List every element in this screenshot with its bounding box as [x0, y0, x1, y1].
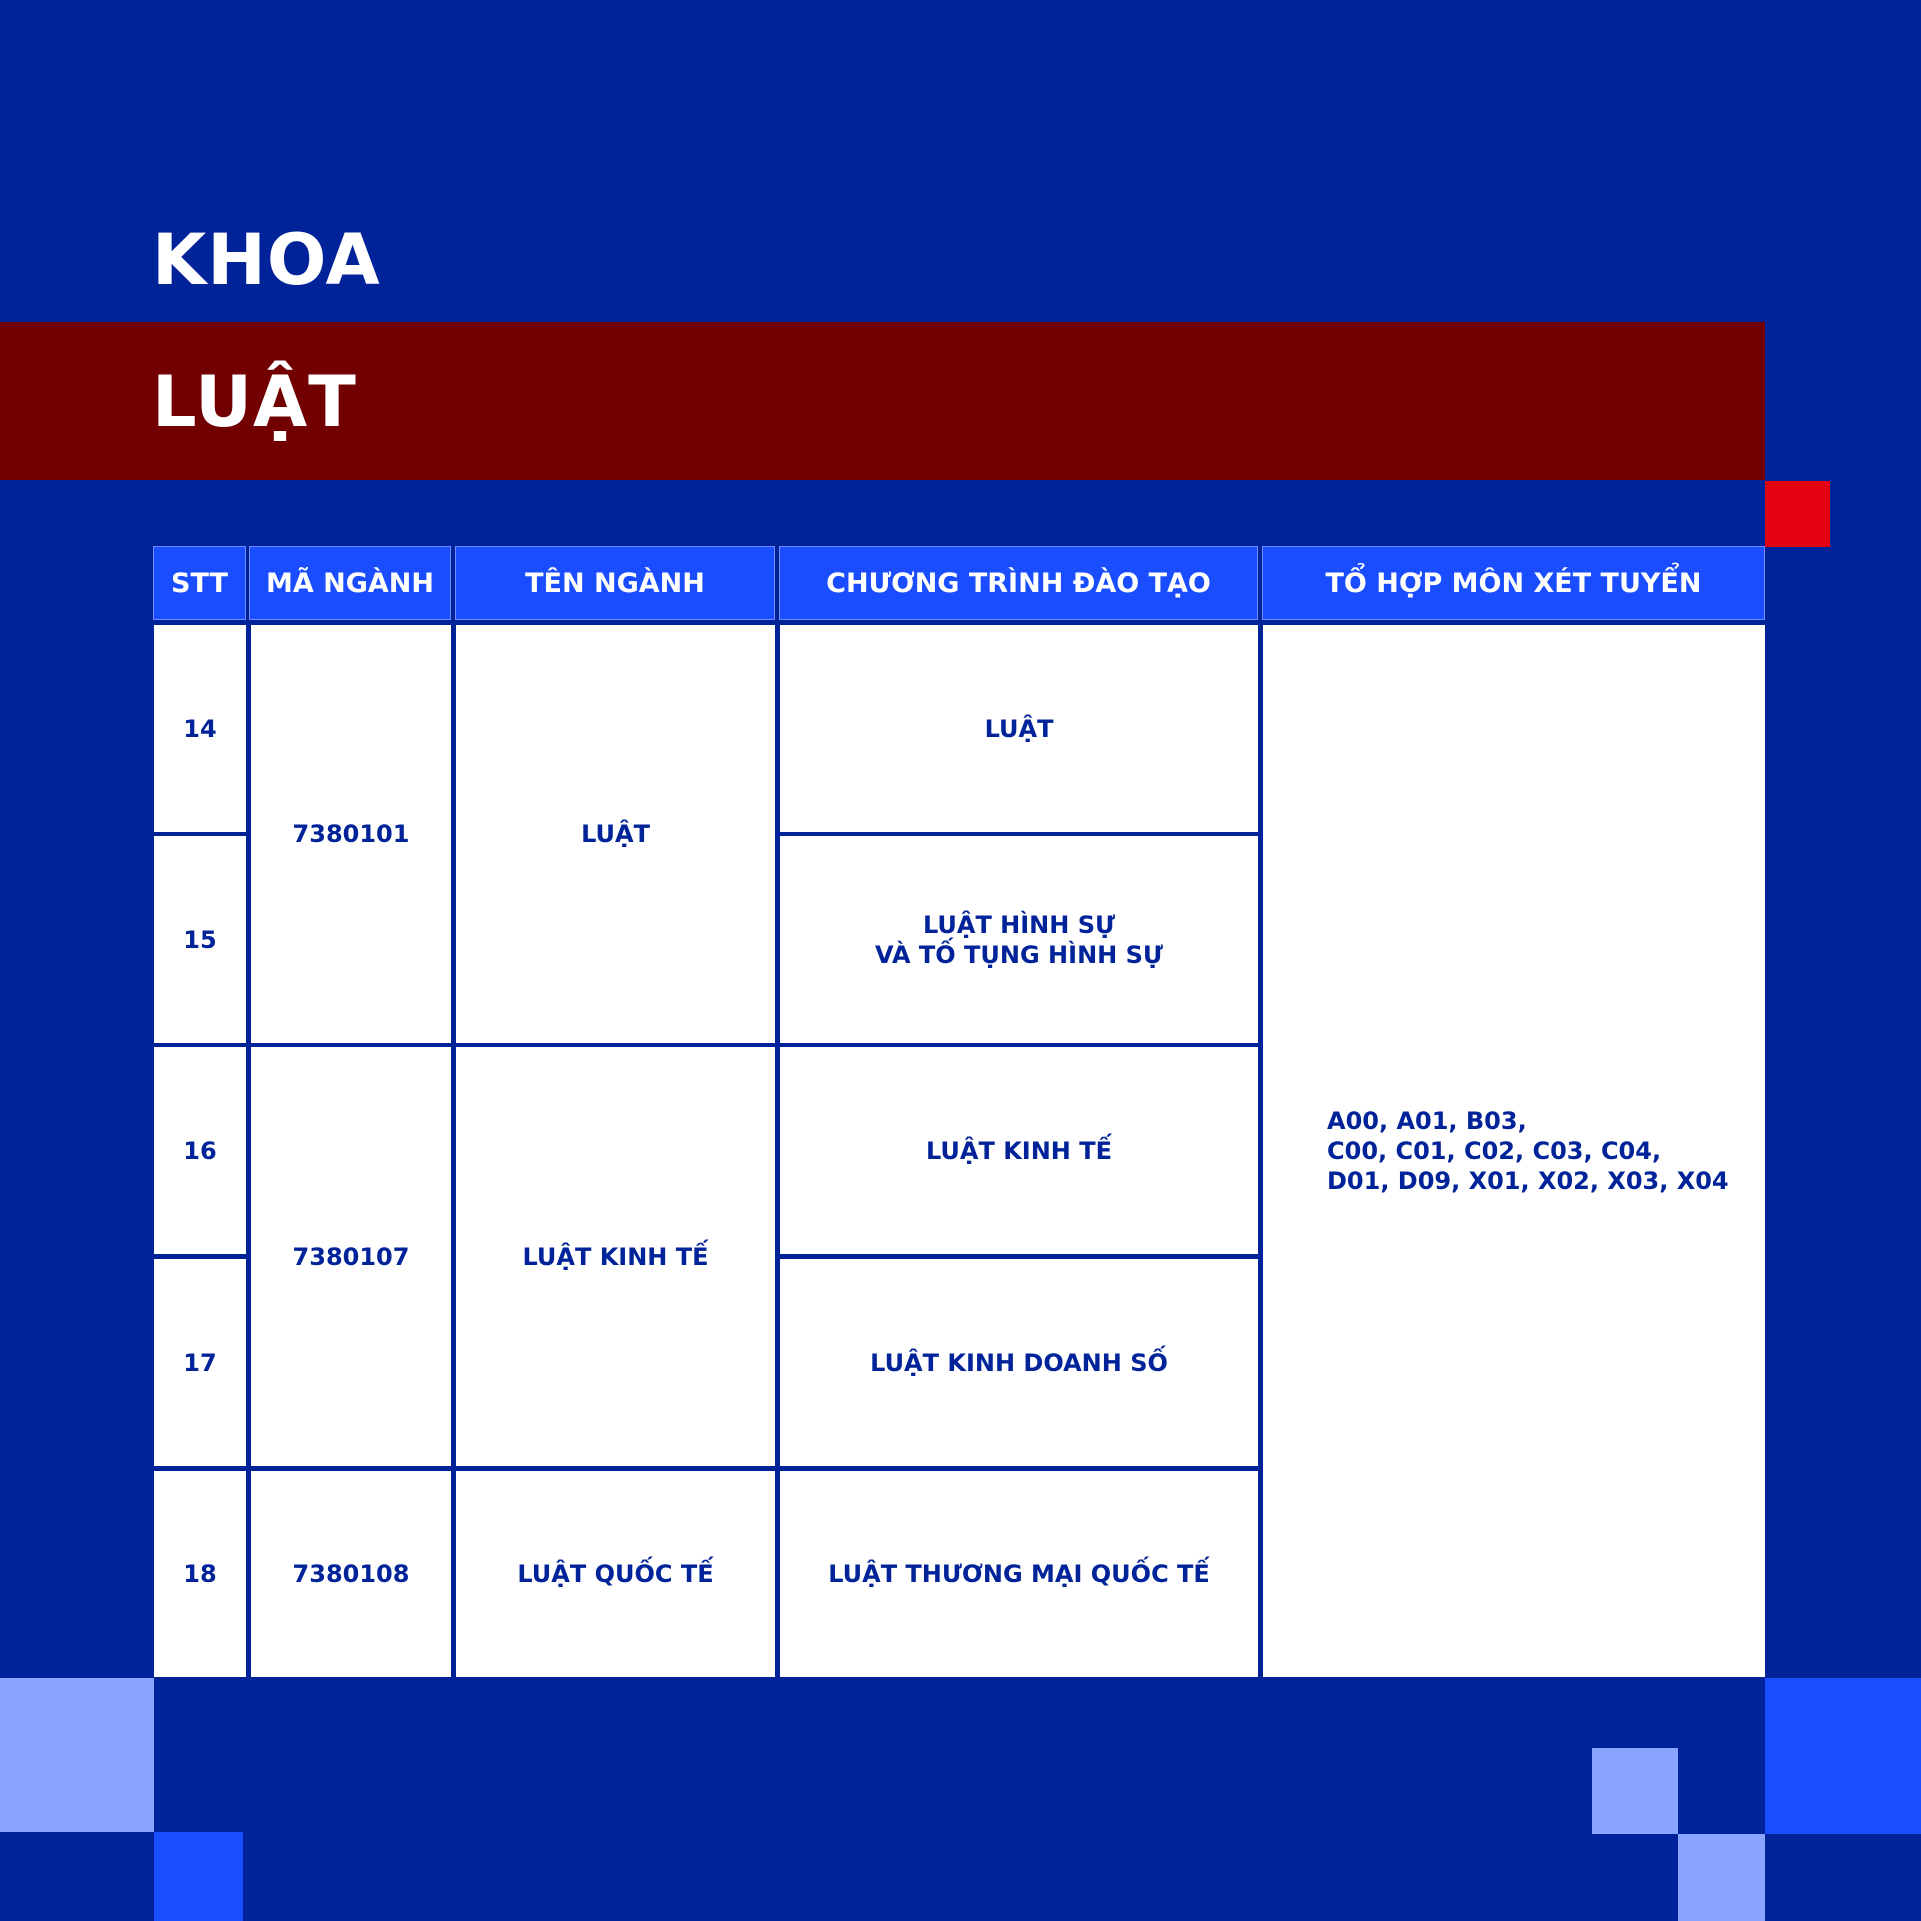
accent-square-light-right-2 [1678, 1834, 1765, 1921]
chuong-trinh-text: LUẬT KINH TẾ [925, 1136, 1113, 1165]
to-hop-text: A00, A01, B03, C00, C01, C02, C03, C04, D01, D09, X01, X02, X03, X04 [1327, 1107, 1729, 1195]
table-cell-chuong-trinh [780, 836, 1258, 1043]
chuong-trinh-text: LUẬT KINH DOANH SỐ [870, 1348, 1168, 1377]
table-cell-stt: 16 [154, 1047, 246, 1254]
table-cell-ten-nganh: LUẬT QUỐC TẾ [456, 1471, 775, 1677]
table-cell-ten-nganh: LUẬT KINH TẾ [456, 1047, 775, 1466]
heading-luat: LUẬT [152, 361, 357, 443]
table-cell-to-hop [1263, 625, 1765, 1677]
header-ma-nganh: MÃ NGÀNH [250, 547, 450, 619]
table-cell-chuong-trinh [780, 1047, 1258, 1254]
header-ten-nganh: TÊN NGÀNH [456, 547, 774, 619]
accent-square-light-left [0, 1678, 154, 1832]
header-stt: STT [154, 547, 245, 619]
chuong-trinh-text: LUẬT THƯƠNG MẠI QUỐC TẾ [828, 1560, 1210, 1588]
accent-square-red [1765, 481, 1830, 547]
heading-khoa: KHOA [152, 219, 381, 301]
table-cell-ma-nganh: 7380101 [251, 625, 451, 1043]
table-cell-stt: 18 [154, 1471, 246, 1677]
accent-square-bright-left [154, 1832, 243, 1921]
table-cell-ma-nganh: 7380107 [251, 1047, 451, 1466]
table-cell-stt: 15 [154, 836, 246, 1043]
table-cell-chuong-trinh [780, 1471, 1258, 1677]
chuong-trinh-text: LUẬT [984, 714, 1054, 743]
table-cell-ma-nganh: 7380108 [251, 1471, 451, 1677]
header-chuong-trinh: CHƯƠNG TRÌNH ĐÀO TẠO [780, 547, 1257, 619]
accent-square-bright-right [1765, 1678, 1921, 1834]
table-cell-ten-nganh: LUẬT [456, 625, 775, 1043]
table-cell-chuong-trinh [780, 1259, 1258, 1466]
table-cell-chuong-trinh [780, 625, 1258, 832]
chuong-trinh-text: LUẬT HÌNH SỰ VÀ TỐ TỤNG HÌNH SỰ [875, 910, 1163, 969]
header-to-hop: TỔ HỢP MÔN XÉT TUYỂN [1263, 547, 1764, 619]
accent-square-light-right-1 [1592, 1748, 1678, 1834]
table-cell-stt: 17 [154, 1259, 246, 1466]
table-cell-stt: 14 [154, 625, 246, 832]
